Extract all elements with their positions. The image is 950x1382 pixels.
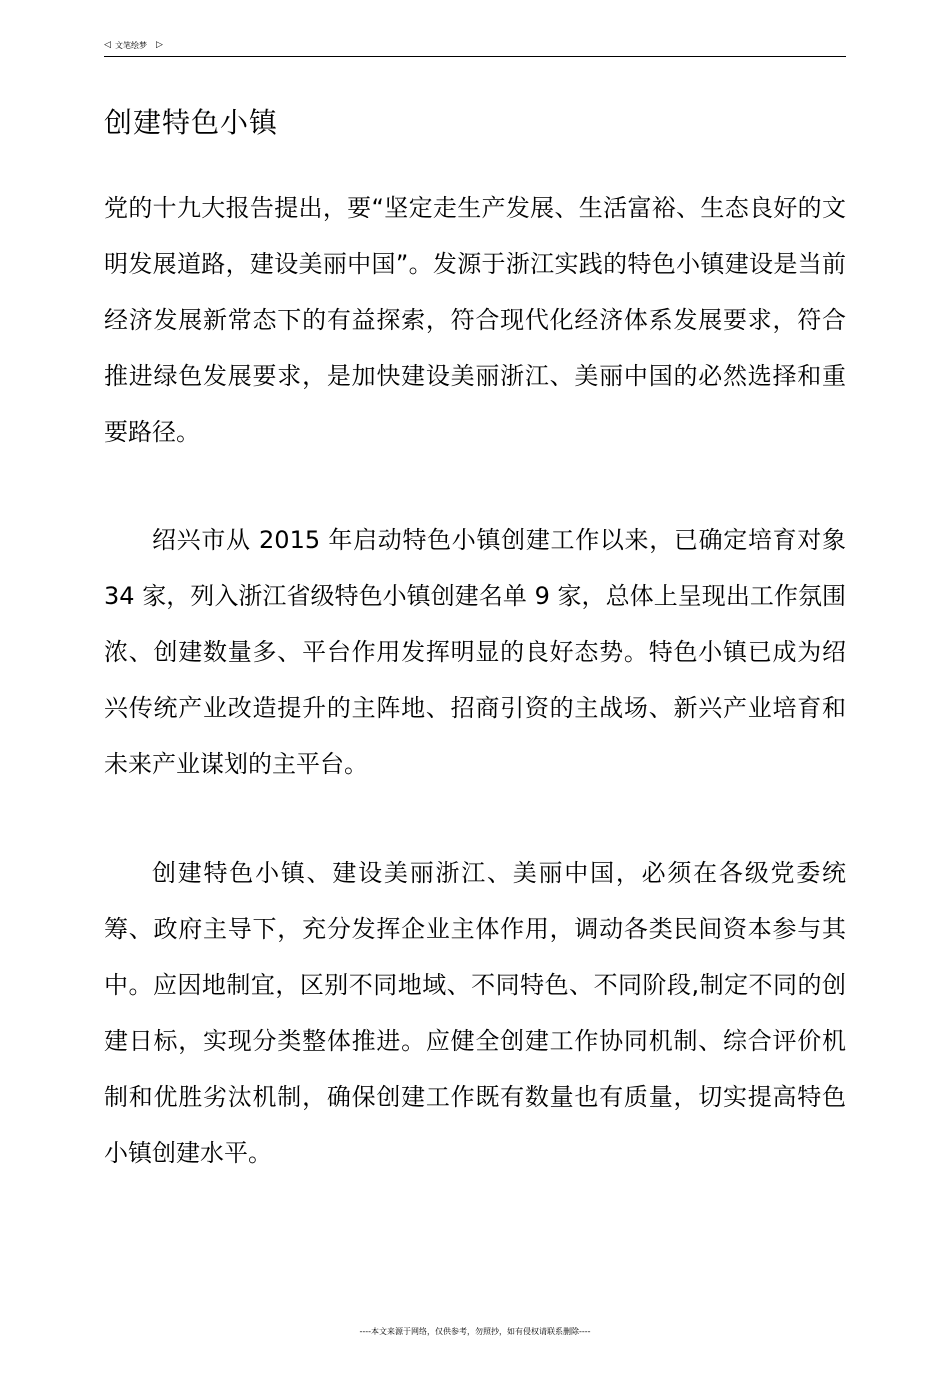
right-triangle-icon: ▷ [156, 40, 163, 50]
page-header [104, 38, 846, 57]
page-footer: ----本文来源于网络，仅供参考，勿照抄，如有侵权请联系删除---- [359, 1327, 591, 1336]
left-triangle-icon: ◁ [104, 40, 111, 50]
header-text: 文笔绘梦 [115, 41, 147, 50]
paragraph-1: 党的十九大报告提出，要“坚定走生产发展、生活富裕、生态良好的文明发展道路，建设美丽中国”。发源于浙江实践的特色小镇建设是当前经济发展新常态下的有益探索，符合现代化经济体系发展要求，符合推进绿色发展要求，是加快建设美丽浙江、美丽中国的必然选择和重要路径。 [104, 194, 846, 446]
paragraph-3: 创建特色小镇、建设美丽浙江、美丽中国，必须在各级党委统筹、政府主导下，充分发挥企业主体作用，调动各类民间资本参与其中。应因地制宜，区别不同地域、不同特色、不同阶段,制定不同的创建日标，实现分类整体推进。应健全创建工作协同机制、综合评价机制和优胜劣汰机制，确保创建工作既有数量也有质量，切实提高特色小镇创建水平。 [104, 859, 846, 1167]
paragraph-2: 绍兴市从 2015 年启动特色小镇创建工作以来，已确定培育对象 34 家，列入浙江省级特色小镇创建名单 9 家，总体上呈现出工作氛围浓、创建数量多、平台作用发挥明显的良好态势。特色小镇已成为绍兴传统产业改造提升的主阵地、招商引资的主战场、新兴产业培育和未来产业谋划的主平台。 [104, 526, 846, 778]
document-title: 创建特色小镇 [104, 106, 279, 139]
